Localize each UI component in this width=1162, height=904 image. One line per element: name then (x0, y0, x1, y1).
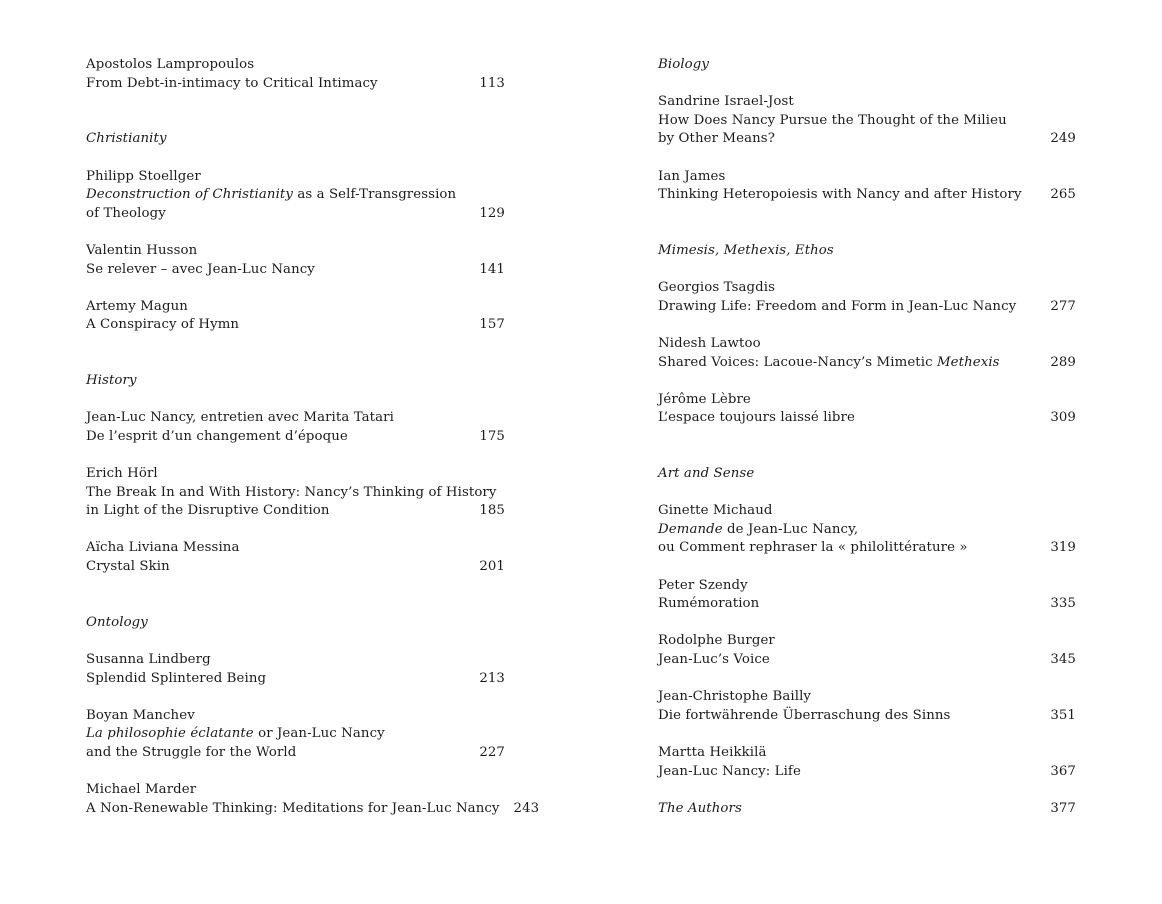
text-run: Michael Marder (86, 782, 197, 798)
toc-line (658, 354, 1076, 373)
toc-line-text (658, 595, 759, 614)
toc-line (86, 651, 505, 670)
toc-line-text (658, 335, 761, 354)
page-number: 249 (1050, 131, 1076, 147)
text-run: Shared Voices: Lacoue-Nancy’s Mimetic (658, 354, 937, 370)
toc-line-text (658, 186, 1022, 205)
toc-line-text (658, 577, 748, 596)
toc-line (658, 93, 1076, 112)
toc-line (86, 205, 505, 224)
toc-line (86, 130, 505, 149)
toc-line-text (86, 781, 196, 800)
toc-line (658, 186, 1076, 205)
toc-entry (86, 56, 505, 93)
toc-line-text (86, 614, 148, 633)
toc-line (658, 391, 1076, 410)
toc-line (86, 372, 505, 391)
toc-line-text (86, 725, 385, 744)
toc-line-text (86, 75, 378, 94)
toc-line (86, 484, 505, 503)
text-run-italic: Demande (658, 521, 723, 537)
page-number: 335 (1050, 596, 1076, 612)
toc-line (658, 651, 1076, 670)
toc-entry (658, 335, 1076, 372)
toc-line (658, 502, 1076, 521)
text-run: Aïcha Liviana Messina (86, 540, 240, 556)
toc-line-text (86, 261, 315, 280)
text-run: Rodolphe Burger (658, 633, 775, 649)
toc-line (658, 409, 1076, 428)
toc-line-text (86, 539, 240, 558)
toc-section-heading (86, 614, 505, 633)
toc-line-text (658, 744, 767, 763)
toc-entry (86, 539, 505, 576)
toc-line (658, 688, 1076, 707)
toc-line-text (658, 391, 751, 410)
text-run: and the Struggle for the World (86, 744, 297, 760)
toc-line (658, 707, 1076, 726)
text-run: Jean-Christophe Bailly (658, 689, 812, 705)
toc-line (658, 242, 1076, 261)
text-run: Crystal Skin (86, 559, 170, 575)
toc-line (658, 632, 1076, 651)
toc-line (658, 298, 1076, 317)
toc-section-heading (658, 56, 1076, 75)
toc-line-text (658, 242, 834, 261)
toc-line-text (86, 409, 394, 428)
toc-line-text (658, 465, 754, 484)
toc-entry (658, 93, 1076, 149)
text-run: as a Self-Transgression (293, 187, 457, 203)
text-run: Jean-Luc’s Voice (658, 652, 770, 667)
toc-line-text (86, 56, 254, 75)
page-number: 227 (479, 744, 505, 760)
toc-line-text (658, 539, 968, 558)
page-number: 351 (1050, 707, 1076, 723)
text-run-italic: The Authors (658, 800, 742, 816)
page-number: 157 (479, 317, 505, 333)
text-run: Die fortwährende Überraschung des Sinns (658, 707, 951, 723)
toc-line (86, 261, 505, 280)
toc-line (86, 168, 505, 187)
toc-entry (86, 465, 505, 521)
toc-entry (658, 577, 1076, 614)
toc-entry (86, 298, 505, 335)
text-run: From Debt-in-intimacy to Critical Intimacy (86, 75, 378, 91)
toc-line-text (86, 242, 197, 261)
text-run: of Theology (86, 205, 166, 221)
toc-line (658, 763, 1076, 782)
text-run: Apostolos Lampropoulos (86, 57, 255, 72)
text-run: Martta Heikkilä (658, 744, 767, 760)
text-run: Thinking Heteropoiesis with Nancy and after History (658, 187, 1022, 203)
toc-line (658, 56, 1076, 75)
toc-entry (86, 409, 505, 446)
toc-line (658, 577, 1076, 596)
toc-line-text (86, 186, 456, 205)
toc-line-text (658, 279, 775, 298)
text-run: L’espace toujours laissé libre (658, 410, 855, 426)
text-run: in Light of the Disruptive Condition (86, 503, 330, 519)
toc-line-text (86, 502, 330, 521)
text-run: Jean-Luc Nancy, entretien avec Marita Tatari (86, 410, 394, 426)
toc-entry (86, 781, 540, 818)
page-number: 277 (1050, 298, 1076, 314)
toc-line-text (658, 651, 770, 670)
toc-line-text (86, 316, 239, 335)
page-number: 113 (479, 75, 505, 91)
toc-section-heading (86, 130, 505, 149)
text-run: Georgios Tsagdis (658, 280, 776, 296)
text-run-italic: Christianity (86, 131, 167, 147)
text-run: Se relever – avec Jean-Luc Nancy (86, 261, 315, 277)
text-run: Artemy Magun (86, 298, 188, 314)
toc-line-text (86, 651, 211, 670)
toc-line-text (658, 800, 742, 819)
page-number: 185 (479, 503, 505, 519)
toc-entry (86, 168, 505, 224)
text-run: Erich Hörl (86, 466, 158, 482)
page-number: 201 (479, 559, 505, 575)
page-number: 141 (479, 261, 505, 277)
toc-line-text (86, 800, 500, 819)
toc-line (86, 744, 505, 763)
text-run-italic: Ontology (86, 614, 148, 630)
toc-line-text (658, 688, 811, 707)
toc-line (658, 168, 1076, 187)
toc-line (86, 558, 505, 577)
toc-line (658, 112, 1076, 131)
page-number: 289 (1050, 354, 1076, 370)
toc-entry (658, 632, 1076, 669)
toc-line-text (86, 465, 158, 484)
text-run: Boyan Manchev (86, 707, 195, 723)
toc-entry (86, 651, 505, 688)
toc-line-text (86, 484, 497, 503)
text-run: Sandrine Israel-Jost (658, 94, 794, 110)
page-number: 265 (1050, 187, 1076, 203)
toc-line (86, 800, 540, 819)
text-run: Nidesh Lawtoo (658, 335, 761, 351)
text-run: Susanna Lindberg (86, 652, 211, 667)
page-number: 175 (479, 428, 505, 444)
toc-line (86, 707, 505, 726)
text-run: How Does Nancy Pursue the Thought of the Milieu (658, 112, 1007, 128)
text-run: by Other Means? (658, 131, 775, 147)
text-run-italic: History (86, 373, 137, 389)
toc-line (86, 614, 505, 633)
toc-line (86, 242, 505, 261)
toc-line (86, 670, 505, 689)
text-run-italic: Biology (658, 57, 710, 72)
toc-line (86, 502, 505, 521)
toc-line (86, 186, 505, 205)
toc-line (658, 279, 1076, 298)
page-number: 129 (479, 205, 505, 221)
text-run: Drawing Life: Freedom and Form in Jean-Luc Nancy (658, 298, 1017, 314)
toc-line-text (658, 502, 772, 521)
toc-line-text (86, 744, 296, 763)
toc-line (86, 75, 505, 94)
toc-line (86, 725, 505, 744)
text-run: The Break In and With History: Nancy’s Thinking of History (86, 484, 497, 500)
toc-line (86, 781, 505, 800)
text-run: De l’esprit d’un changement d’époque (86, 428, 348, 444)
page-number: 213 (479, 670, 505, 686)
toc-line (658, 744, 1076, 763)
toc-line-text (658, 409, 855, 428)
toc-section-heading (658, 242, 1076, 261)
text-run: Rumémoration (658, 596, 760, 612)
toc-entry (658, 800, 1076, 819)
text-run-italic: Mimesis, Methexis, Ethos (658, 242, 834, 258)
toc-line-text (86, 205, 166, 224)
toc-entry (658, 744, 1076, 781)
toc-line-text (86, 372, 137, 391)
text-run-italic: La philosophie éclatante (86, 726, 254, 742)
text-run-italic: Deconstruction of Christianity (86, 187, 293, 203)
text-run: Ian James (658, 168, 726, 184)
toc-line (86, 298, 505, 317)
toc-line (86, 316, 505, 335)
toc-line-text (86, 298, 188, 317)
text-run: Ginette Michaud (658, 503, 773, 519)
text-run: Jérôme Lèbre (658, 391, 751, 407)
toc-line (86, 409, 505, 428)
text-run: ou Comment rephraser la « philolittérature » (658, 540, 968, 556)
text-run: de Jean-Luc Nancy, (722, 521, 859, 537)
toc-column-right (658, 56, 1076, 818)
toc-section-heading (86, 372, 505, 391)
toc-line-text (658, 130, 775, 149)
toc-line-text (658, 112, 1007, 131)
toc-line (86, 428, 505, 447)
toc-line-text (86, 428, 348, 447)
page-number: 367 (1050, 763, 1076, 779)
toc-line-text (658, 707, 950, 726)
text-run: Splendid Splintered Being (86, 670, 267, 686)
toc-line-text (658, 298, 1016, 317)
toc-line (658, 539, 1076, 558)
toc-line (86, 465, 505, 484)
toc-entry (86, 707, 505, 763)
toc-entry (86, 242, 505, 279)
page-number: 243 (513, 800, 540, 816)
toc-entry (658, 391, 1076, 428)
toc-line (658, 595, 1076, 614)
toc-line-text (658, 168, 725, 187)
text-run-italic: Art and Sense (658, 466, 755, 482)
text-run: Valentin Husson (86, 242, 198, 258)
toc-line (86, 56, 505, 75)
toc-line-text (658, 93, 794, 112)
toc-entry (658, 502, 1076, 558)
text-run: Philipp Stoellger (86, 168, 201, 184)
page-number: 309 (1050, 410, 1076, 426)
toc-line (658, 130, 1076, 149)
toc-line-text (658, 56, 709, 75)
text-run: Peter Szendy (658, 577, 748, 593)
toc-line (658, 465, 1076, 484)
toc-line-text (658, 763, 801, 782)
toc-line-text (86, 168, 201, 187)
toc-line (86, 539, 505, 558)
toc-line (658, 335, 1076, 354)
toc-entry (658, 279, 1076, 316)
toc-section-heading (658, 465, 1076, 484)
toc-line-text (658, 632, 775, 651)
text-run-italic: Methexis (936, 354, 1000, 370)
page-number: 345 (1050, 652, 1076, 667)
text-run: A Non-Renewable Thinking: Meditations for Jean-Luc Nancy (86, 800, 500, 816)
toc-line (658, 521, 1076, 540)
toc-line-text (86, 670, 266, 689)
toc-column-left (86, 56, 540, 818)
toc-line-text (86, 558, 170, 577)
text-run: Jean-Luc Nancy: Life (658, 763, 801, 779)
toc-line-text (658, 354, 1000, 373)
toc-entry (658, 168, 1076, 205)
toc-line-text (86, 707, 195, 726)
toc-line-text (86, 130, 167, 149)
toc-entry (658, 688, 1076, 725)
text-run: or Jean-Luc Nancy (253, 726, 385, 742)
toc-line-text (658, 521, 858, 540)
toc-line (658, 800, 1076, 819)
page-number: 319 (1050, 540, 1076, 556)
text-run: A Conspiracy of Hymn (86, 317, 240, 333)
page-number: 377 (1050, 800, 1076, 816)
